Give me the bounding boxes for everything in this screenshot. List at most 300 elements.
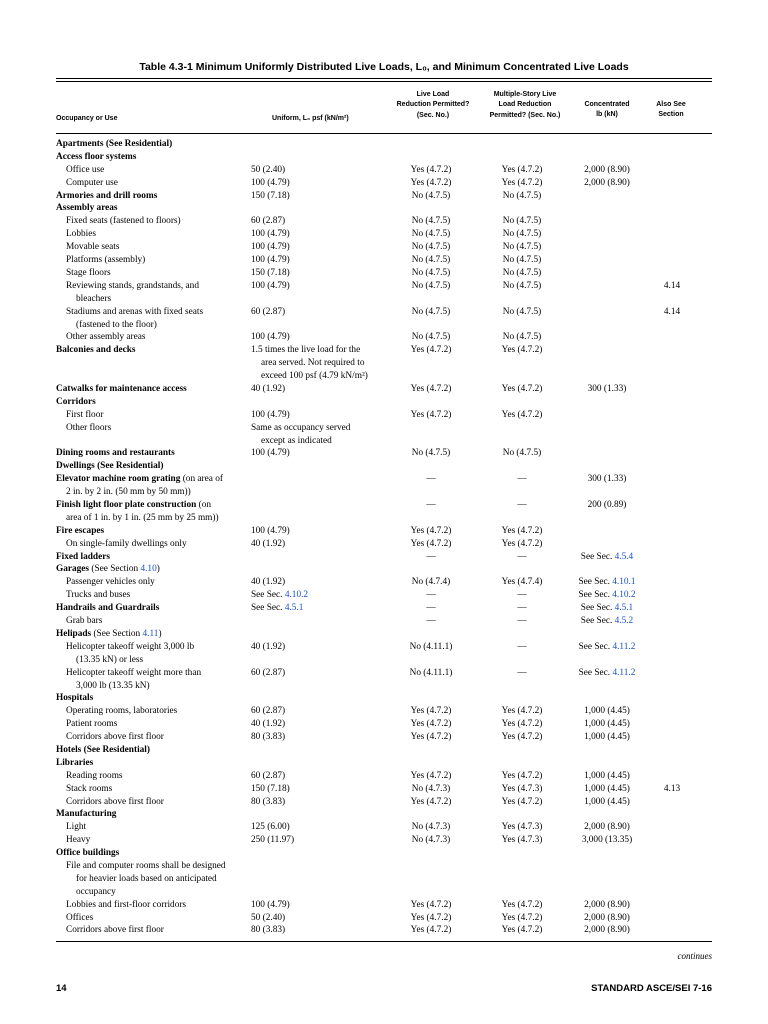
occupancy-line [56,396,249,409]
occupancy-text: Patient rooms [66,719,118,730]
multi-story-reduction-cell: No (4.7.5) [502,280,542,291]
section-link[interactable]: 4.5.1 [284,603,304,614]
occupancy-cell [56,460,249,473]
multi-story-reduction-cell: — [517,590,527,601]
uniform-load-line [251,899,391,912]
multi-story-reduction-cell: Yes (4.7.2) [501,706,543,717]
concentrated-load-text: See Sec. [578,641,613,652]
table-row [56,589,712,602]
uniform-load-cell [251,834,391,847]
uniform-load-text: 125 (6.00) [251,822,290,833]
occupancy-line [66,886,259,899]
occupancy-cell [56,267,259,280]
uniform-load-text: 40 (1.92) [251,577,286,588]
uniform-load-cell [251,705,391,718]
uniform-load-text: 100 (4.79) [251,409,290,420]
concentrated-load-cell [566,705,648,718]
uniform-load-cell [251,667,391,680]
occupancy-line [66,422,259,435]
uniform-load-line [251,435,391,448]
occupancy-text: Helicopter takeoff weight 3,000 lb [66,641,195,652]
occupancy-cell [56,615,259,628]
uniform-load-text: 60 (2.87) [251,706,286,717]
occupancy-tail: ) [156,564,160,575]
occupancy-text: 3,000 lb (13.35 kN) [76,680,150,691]
uniform-load-cell [251,718,391,731]
multi-story-reduction-cell: — [517,667,527,678]
live-load-reduction-cell: Yes (4.7.2) [410,719,452,730]
live-load-reduction-cell: Yes (4.7.2) [410,796,452,807]
table-row [56,628,712,641]
live-load-reduction-cell: Yes (4.7.2) [410,912,452,923]
table-row [56,770,712,783]
occupancy-cell [56,422,259,435]
occupancy-text: Hospitals [56,693,94,704]
concentrated-load-text: See Sec. [578,577,613,588]
occupancy-text: Corridors above first floor [66,796,164,807]
live-load-reduction-cell: Yes (4.7.2) [410,525,452,536]
header-live-load-line: Reduction Permitted? [396,101,470,109]
live-load-reduction-cell: — [426,616,436,627]
occupancy-bold-lead: Finish light floor plate construction [56,500,197,511]
occupancy-text: Reading rooms [66,770,123,781]
occupancy-line [56,486,249,499]
occupancy-line [56,512,249,525]
occupancy-cell [56,796,259,809]
occupancy-line [66,409,259,422]
occupancy-cell [56,589,259,602]
occupancy-text: Helicopter takeoff weight more than [66,667,202,678]
concentrated-load-text: 1,000 (4.45) [584,732,630,743]
occupancy-text: bleachers [76,293,112,304]
uniform-load-line [251,576,391,589]
occupancy-text: Platforms (assembly) [66,255,146,266]
uniform-load-text: 60 (2.87) [251,770,286,781]
uniform-load-cell [251,821,391,834]
live-load-reduction-cell: No (4.7.5) [411,190,451,201]
uniform-load-line [251,409,391,422]
uniform-load-cell [251,254,391,267]
section-link[interactable]: 4.5.2 [614,616,634,627]
occupancy-line [66,228,259,241]
occupancy-cell [56,628,249,641]
live-load-reduction-cell: Yes (4.7.2) [410,732,452,743]
occupancy-text: Light [66,822,87,833]
occupancy-cell [56,924,259,937]
live-load-reduction-cell: — [426,590,436,601]
table-row [56,731,712,744]
concentrated-load-text: 3,000 (13.35) [581,835,633,846]
occupancy-text: Hotels (See Residential) [56,744,150,755]
occupancy-line [66,576,259,589]
uniform-load-line [251,705,391,718]
occupancy-line [56,525,249,538]
table-row [56,396,712,409]
section-link[interactable]: 4.10.2 [612,590,636,601]
concentrated-load-cell [566,641,648,654]
section-link[interactable]: 4.11.2 [612,667,636,678]
occupancy-line [66,770,259,783]
uniform-load-cell [251,331,391,344]
occupancy-line [66,680,259,693]
multi-story-reduction-cell: Yes (4.7.2) [501,912,543,923]
section-link[interactable]: 4.10.1 [612,577,636,588]
occupancy-cell [56,692,249,705]
uniform-load-text: 60 (2.87) [251,667,286,678]
uniform-load-line [251,783,391,796]
concentrated-load-text: 1,000 (4.45) [584,796,630,807]
uniform-load-text: 40 (1.92) [251,719,286,730]
uniform-load-line [251,370,391,383]
occupancy-text: Libraries [56,757,94,768]
concentrated-load-cell [566,615,648,628]
uniform-load-cell [251,228,391,241]
header-uniform: Uniform, L₀ psf (kN/m²) [272,115,349,122]
concentrated-load-cell [566,177,648,190]
table-row [56,538,712,551]
occupancy-text: Corridors [56,396,96,407]
uniform-load-cell [251,899,391,912]
table-row [56,912,712,925]
occupancy-line [66,319,259,332]
occupancy-cell [56,306,259,332]
occupancy-text: Fixed ladders [56,551,110,562]
uniform-load-line [251,422,391,435]
header-multi-story-line: Permitted? (Sec. No.) [489,111,561,119]
occupancy-cell [56,860,259,899]
live-load-reduction-cell: Yes (4.7.2) [410,409,452,420]
table-row [56,215,712,228]
table-row [56,641,712,667]
occupancy-text: File and computer rooms shall be designed [66,861,226,871]
multi-story-reduction-cell: Yes (4.7.2) [501,770,543,781]
uniform-load-text: 50 (2.40) [251,164,286,175]
occupancy-line [66,899,259,912]
table-row [56,280,712,306]
uniform-load-line [251,667,391,680]
uniform-load-text: 100 (4.79) [251,899,290,910]
continues-note: continues [677,951,712,961]
concentrated-load-cell [566,821,648,834]
table-row [56,228,712,241]
occupancy-cell [56,190,249,203]
concentrated-load-cell [566,718,648,731]
uniform-load-text: area served. Not required to [261,358,365,369]
table-row [56,473,712,499]
table-row [56,576,712,589]
header-concentrated-line: lb (kN) [596,111,618,119]
occupancy-cell [56,396,249,409]
section-link[interactable]: 4.5.4 [614,551,634,562]
occupancy-cell [56,525,249,538]
table-row [56,615,712,628]
occupancy-text: Grab bars [66,616,103,627]
live-load-reduction-cell: — [426,603,436,614]
live-load-reduction-cell: No (4.7.5) [411,216,451,227]
uniform-load-cell [251,164,391,177]
table-row [56,757,712,770]
occupancy-cell [56,834,259,847]
table-row [56,190,712,203]
occupancy-text: First floor [66,409,104,420]
occupancy-line [56,808,249,821]
concentrated-load-cell [566,499,648,512]
occupancy-line [66,280,259,293]
occupancy-line [56,602,249,615]
occupancy-cell [56,847,249,860]
concentrated-load-cell [566,796,648,809]
uniform-load-cell [251,641,391,654]
multi-story-reduction-cell: Yes (4.7.3) [501,822,543,833]
concentrated-load-cell [566,589,648,602]
occupancy-line [56,473,249,486]
occupancy-cell [56,409,259,422]
uniform-load-text: See Sec. [251,590,285,601]
occupancy-text: Office use [66,164,105,175]
uniform-load-cell [251,383,391,396]
occupancy-line [56,551,249,564]
occupancy-text: Fire escapes [56,525,105,536]
occupancy-text: Fixed seats (fastened to floors) [66,216,181,227]
occupancy-text: Manufacturing [56,809,117,820]
live-load-reduction-cell: Yes (4.7.2) [410,345,452,356]
table-row [56,344,712,383]
occupancy-text: Computer use [66,177,118,188]
live-load-reduction-cell: No (4.7.3) [411,783,451,794]
occupancy-cell [56,757,249,770]
multi-story-reduction-cell: — [517,474,527,485]
occupancy-line [56,138,249,151]
uniform-load-cell [251,422,391,448]
uniform-load-cell [251,924,391,937]
concentrated-load-text: 1,000 (4.45) [584,783,630,794]
uniform-load-text: 60 (2.87) [251,216,286,227]
header-live-load-line: (Sec. No.) [416,111,450,119]
uniform-load-text: 80 (3.83) [251,732,286,743]
header-rule [56,133,712,134]
occupancy-line [56,847,249,860]
occupancy-line [66,834,259,847]
uniform-load-cell [251,280,391,293]
live-load-reduction-cell: No (4.7.5) [411,255,451,266]
live-load-reduction-cell: No (4.7.3) [411,835,451,846]
uniform-load-line [251,796,391,809]
occupancy-text: Lobbies and first-floor corridors [66,899,187,910]
occupancy-line [66,177,259,190]
table-row [56,138,712,151]
uniform-load-line [251,383,391,396]
occupancy-tail: ) [158,628,162,639]
uniform-load-cell [251,538,391,551]
uniform-load-text: See Sec. [251,603,285,614]
occupancy-cell [56,551,249,564]
table-row [56,241,712,254]
page-number: 14 [56,983,67,994]
multi-story-reduction-cell: Yes (4.7.2) [501,409,543,420]
occupancy-text: Dining rooms and restaurants [56,448,175,459]
table-row [56,267,712,280]
uniform-load-line [251,834,391,847]
uniform-load-line [251,538,391,551]
concentrated-load-text: 2,000 (8.90) [584,177,630,188]
live-load-reduction-cell: No (4.7.5) [411,306,451,317]
occupancy-text: On single-family dwellings only [66,538,187,549]
occupancy-cell [56,254,259,267]
section-link[interactable]: 4.10.2 [284,590,309,601]
concentrated-load-cell [566,899,648,912]
uniform-load-text: 40 (1.92) [251,383,286,394]
occupancy-text: area of 1 in. by 1 in. (25 mm by 25 mm)) [66,512,219,523]
occupancy-text: Corridors above first floor [66,925,164,936]
occupancy-line [66,860,259,873]
concentrated-load-text: 1,000 (4.45) [584,706,630,717]
uniform-load-text: 80 (3.83) [251,796,286,807]
occupancy-text: Passenger vehicles only [66,577,155,588]
occupancy-line [66,267,259,280]
occupancy-text: (fastened to the floor) [76,319,157,330]
occupancy-line [66,293,259,306]
uniform-load-cell [251,177,391,190]
occupancy-cell [56,770,259,783]
multi-story-reduction-cell: Yes (4.7.2) [501,796,543,807]
table-row [56,164,712,177]
live-load-reduction-cell: No (4.7.5) [411,242,451,253]
concentrated-load-text: 2,000 (8.90) [584,164,630,175]
multi-story-reduction-cell: Yes (4.7.2) [501,525,543,536]
multi-story-reduction-cell: Yes (4.7.2) [501,383,543,394]
uniform-load-line [251,589,391,602]
table-row [56,525,712,538]
live-load-reduction-cell: No (4.7.5) [411,267,451,278]
uniform-load-cell [251,576,391,589]
multi-story-reduction-cell: — [517,641,527,652]
live-load-reduction-cell: Yes (4.7.2) [410,925,452,936]
occupancy-text: Lobbies [66,229,96,240]
occupancy-line [56,190,249,203]
uniform-load-text: Same as occupancy served [251,422,351,433]
section-link[interactable]: 4.5.1 [614,603,634,614]
uniform-load-text: 100 (4.79) [251,242,290,253]
multi-story-reduction-cell: Yes (4.7.2) [501,345,543,356]
multi-story-reduction-cell: Yes (4.7.2) [501,177,543,188]
occupancy-cell [56,821,259,834]
multi-story-reduction-cell: Yes (4.7.4) [501,577,543,588]
occupancy-line [56,563,249,576]
occupancy-cell [56,383,249,396]
also-see-section-cell: 4.13 [663,783,681,794]
concentrated-load-cell [566,783,648,796]
multi-story-reduction-cell: No (4.7.5) [502,216,542,227]
section-link[interactable]: 4.10 [140,564,157,575]
occupancy-line [66,873,259,886]
occupancy-text: Access floor systems [56,151,137,162]
multi-story-reduction-cell: Yes (4.7.3) [501,783,543,794]
uniform-load-text: 1.5 times the live load for the [251,345,361,356]
occupancy-cell [56,641,259,667]
occupancy-line [56,344,249,357]
occupancy-text: occupancy [76,886,116,897]
table-row [56,151,712,164]
table-row [56,306,712,332]
occupancy-line [56,202,249,215]
uniform-load-text: 40 (1.92) [251,538,286,549]
multi-story-reduction-cell: No (4.7.5) [502,306,542,317]
header-also-see-line: Also See [656,101,686,108]
occupancy-line [56,628,249,641]
occupancy-line [66,538,259,551]
uniform-load-text: except as indicated [261,435,332,446]
occupancy-line [66,705,259,718]
uniform-load-text: exceed 100 psf (4.79 kN/m²) [261,371,368,382]
occupancy-cell [56,576,259,589]
occupancy-bold-lead: Elevator machine room grating [56,474,181,485]
table-row [56,409,712,422]
concentrated-load-text: See Sec. [580,551,615,562]
occupancy-line [66,718,259,731]
concentrated-load-cell [566,912,648,925]
concentrated-load-text: See Sec. [578,667,613,678]
uniform-load-text: 100 (4.79) [251,177,290,188]
uniform-load-cell [251,602,391,615]
table-row [56,808,712,821]
table-body [56,138,712,937]
occupancy-text: Corridors above first floor [66,732,164,743]
section-link[interactable]: 4.11 [142,628,159,639]
occupancy-text: Handrails and Guardrails [56,603,160,614]
occupancy-line [66,654,259,667]
live-load-reduction-cell: No (4.7.5) [411,448,451,459]
concentrated-load-text: See Sec. [578,590,613,601]
concentrated-load-cell [566,834,648,847]
table-row [56,499,712,525]
occupancy-text: for heavier loads based on anticipated [76,873,217,884]
multi-story-reduction-cell: No (4.7.5) [502,267,542,278]
live-load-reduction-cell: Yes (4.7.2) [410,177,452,188]
table-row [56,796,712,809]
concentrated-load-cell [566,164,648,177]
occupancy-line [66,164,259,177]
occupancy-text: Stack rooms [66,783,113,794]
uniform-load-line [251,357,391,370]
section-link[interactable]: 4.11.2 [612,641,636,652]
concentrated-load-text: See Sec. [580,616,615,627]
uniform-load-line [251,912,391,925]
uniform-load-line [251,447,391,460]
uniform-load-line [251,267,391,280]
concentrated-load-text: 2,000 (8.90) [584,925,630,936]
occupancy-bold-lead: Helipads [56,628,92,639]
occupancy-cell [56,667,259,693]
occupancy-cell [56,912,259,925]
uniform-load-line [251,241,391,254]
concentrated-load-cell [566,383,648,396]
occupancy-text: Balconies and decks [56,345,136,356]
multi-story-reduction-cell: — [517,603,527,614]
occupancy-cell [56,499,249,525]
uniform-load-line [251,641,391,654]
standard-name: STANDARD ASCE/SEI 7-16 [591,983,712,994]
uniform-load-line [251,215,391,228]
table-row [56,899,712,912]
table-title: Table 4.3-1 Minimum Uniformly Distributed Live Loads, L₀, and Minimum Concentrated Live Loads [139,61,629,73]
header-occupancy: Occupancy or Use [56,115,118,122]
uniform-load-cell [251,912,391,925]
multi-story-reduction-cell: No (4.7.5) [502,448,542,459]
occupancy-text: Operating rooms, laboratories [66,706,178,717]
multi-story-reduction-cell: Yes (4.7.3) [501,835,543,846]
uniform-load-text: 100 (4.79) [251,332,290,343]
header-also-see-line: Section [658,111,684,119]
